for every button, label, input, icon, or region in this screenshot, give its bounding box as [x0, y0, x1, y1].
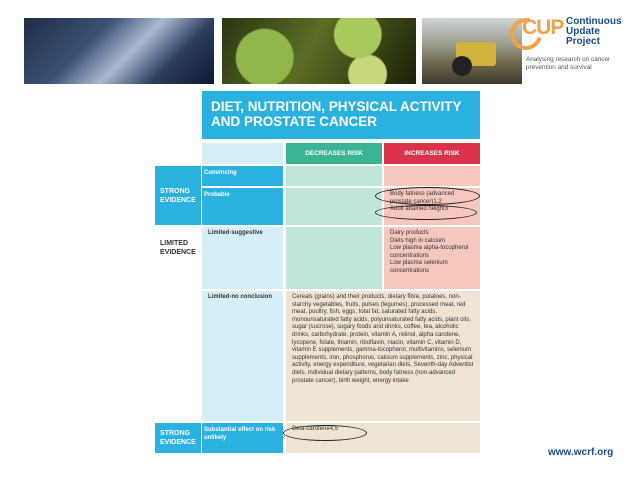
cup-logo-text: CUP [522, 16, 564, 39]
highlight-oval-body-fatness [375, 187, 480, 205]
probable-label: Probable [202, 188, 283, 225]
substantial-effect-label: Substantial effect on risk unlikely [202, 423, 283, 453]
strong-evidence-label: STRONG EVIDENCE [155, 166, 201, 225]
tractor-image [422, 18, 522, 84]
logo-word-project: Project [566, 36, 600, 47]
calcium-item: Diets high in calcium [390, 237, 446, 244]
wcrf-site-link[interactable]: www.wcrf.org [548, 447, 614, 458]
highlight-oval-height [375, 205, 477, 220]
tocopherol-item: Low plasma alpha-tocopherol concentrations [390, 245, 469, 259]
evidence-table [155, 91, 480, 453]
limited-suggestive-label: Limited-suggestive [202, 227, 283, 289]
limited-increases-cell [384, 227, 480, 289]
tractor-wheel [452, 56, 472, 76]
table-title: DIET, NUTRITION, PHYSICAL ACTIVITY AND PROSTATE CANCER [211, 99, 462, 129]
logo-word-update: Update [566, 26, 600, 37]
probable-decreases-cell [286, 188, 382, 225]
microscope-image [24, 18, 214, 84]
limited-decreases-cell [286, 227, 382, 289]
no-conclusion-text: Cereals (grains) and their products, dietary fibre, potatoes, non-starchy vegetables, fruits, pulses (legumes), processed meat, red meat, poultry, fish, eggs, total fat, saturated fatty acids, monounsaturated fatty acids, polyunsaturated fatty acids, plant oils, sugar (sucrose), sugary foods and drinks, coffee, tea, alcoholic drinks, carbohydrate, protein, vitamin A, retinol, alpha carotene, lycopene, folate, thiamin, riboflavin, niacin, vitamin C, vitamin D, vitamin E supplements, gamma-tocopherol, multivitamins, selenium supplements, iron, phosphorus, calcium supplements, zinc, physical activity, energy expenditure, vegetarian diets, Seventh-day Adventist diets, individual dietary patterns, body fatness (non-advanced prostate cancer), birth weight, energy intake [286, 291, 480, 421]
convincing-decreases-cell [286, 166, 382, 186]
adult-height-item: Adult attained height3 [390, 206, 449, 213]
convincing-increases-cell [384, 166, 480, 186]
substantial-effect-text: Beta-carotene4,5 [286, 423, 480, 453]
blank-header-cell [202, 143, 283, 164]
logo-word-continuous: Continuous [566, 16, 622, 27]
apples-image [222, 18, 416, 84]
limited-evidence-label: LIMITED EVIDENCE [155, 227, 201, 477]
dairy-item: Dairy products [390, 230, 429, 236]
strong-evidence-bottom-label: STRONG EVIDENCE [155, 423, 201, 453]
highlight-oval-beta-carotene [283, 425, 367, 441]
selenium-item: Low plasma selenium concentrations [390, 260, 448, 274]
convincing-label: Convincing [202, 166, 283, 186]
logo-tagline: Analysing research on cancer prevention and survival [526, 56, 611, 71]
increases-risk-header: INCREASES RISK [384, 143, 480, 164]
decreases-risk-header: DECREASES RISK [286, 143, 382, 164]
cup-logo [510, 16, 628, 84]
body-fatness-item: Body fatness (advanced prostate cancer)1,2 [390, 191, 455, 205]
no-conclusion-label: Limited-no conclusion [202, 291, 283, 421]
